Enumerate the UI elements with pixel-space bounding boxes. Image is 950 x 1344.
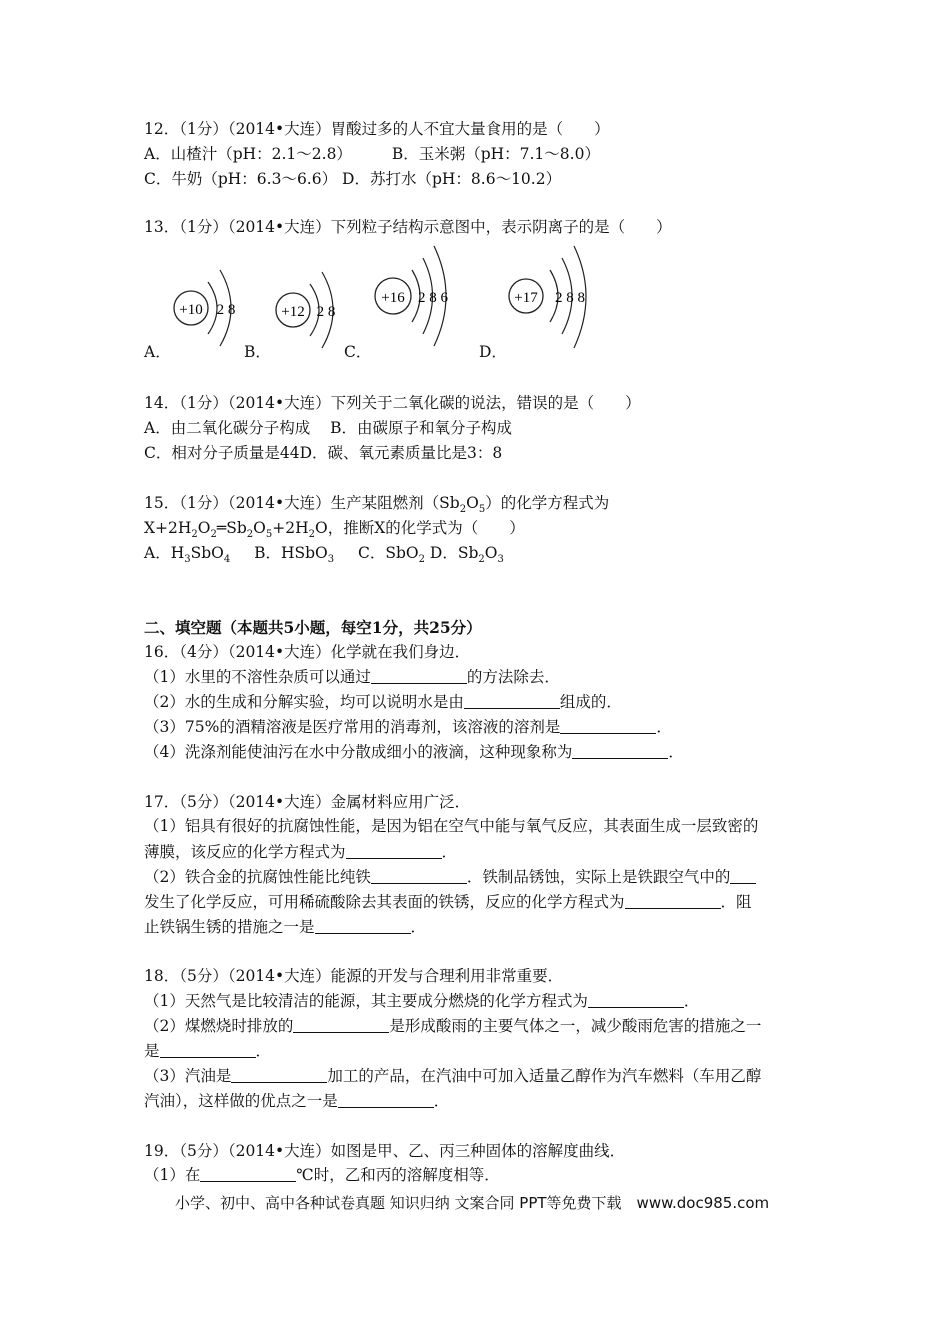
q15-stem-part: O bbox=[466, 494, 479, 512]
q15-option-c: C．SbO$_2$ bbox=[358, 544, 425, 566]
answer-blank[interactable] bbox=[572, 742, 668, 759]
q17-stem: 17．（5分）（2014•大连）金属材料应用广泛． bbox=[144, 793, 471, 811]
q19-stem: 19．（5分）（2014•大连）如图是甲、乙、丙三种固体的溶解度曲线． bbox=[144, 1142, 626, 1160]
q13-option-c-letter: C． bbox=[344, 343, 372, 361]
q15-stem-part: 15．（1分）（2014•大连）生产某阻燃剂（Sb bbox=[144, 494, 460, 512]
q16-line4: （4）洗涤剂能使油污在水中分散成细小的液滴，这种现象称为 ． bbox=[144, 743, 684, 761]
q19-line1: （1）在 ℃时，乙和丙的溶解度相等． bbox=[144, 1166, 500, 1184]
electron-shells-label: 2 8 8 bbox=[555, 290, 585, 306]
answer-blank[interactable] bbox=[730, 867, 756, 884]
q17-line2: 薄膜，该反应的化学方程式为 ． bbox=[144, 843, 458, 861]
electron-shells-label: 2 8 bbox=[316, 304, 336, 320]
q12-option-d: D．苏打水（pH：8.6～10.2） bbox=[342, 170, 562, 188]
q15-option-d: D．$Sb_2O_3$ bbox=[429, 544, 504, 566]
q15-stem-part: ）的化学方程式为 bbox=[485, 494, 610, 512]
q17-line5: 止铁锅生锈的措施之一是 ． bbox=[144, 918, 427, 936]
nucleus-label: +16 bbox=[381, 290, 405, 306]
q17-line3: （2）铁合金的抗腐蚀性能比纯铁 ．铁制品锈蚀，实际上是铁跟空气中的 bbox=[144, 866, 756, 888]
nucleus-label: +17 bbox=[514, 290, 538, 306]
atom-diagram-b bbox=[268, 262, 348, 354]
q12-option-c: C．牛奶（pH：6.3～6.6） bbox=[144, 170, 338, 188]
q15-options bbox=[144, 542, 504, 571]
answer-blank[interactable] bbox=[200, 1165, 296, 1182]
q18-line1: （1）天然气是比较清洁的能源，其主要成分燃烧的化学方程式为 ． bbox=[144, 992, 700, 1010]
q16-stem: 16．（4分）（2014•大连）化学就在我们身边． bbox=[144, 643, 471, 661]
subscript: 2 bbox=[459, 504, 467, 516]
q14-options-row2 bbox=[144, 442, 502, 464]
q13-option-b-letter: B． bbox=[244, 343, 271, 361]
q12-option-b: B．玉米粥（pH：7.1～8.0） bbox=[391, 145, 600, 163]
answer-blank[interactable] bbox=[346, 842, 442, 859]
page-footer: 小学、初中、高中各种试卷真题 知识归纳 文案合同 PPT等免费下载 www.doc985.com bbox=[175, 1194, 770, 1212]
q18-line3: 是 ． bbox=[144, 1042, 272, 1060]
q17-line1: （1）铝具有很好的抗腐蚀性能，是因为铝在空气中能与氧气反应，其表面生成一层致密的 bbox=[144, 817, 759, 835]
answer-blank[interactable] bbox=[588, 991, 684, 1008]
answer-blank[interactable] bbox=[625, 892, 721, 909]
q18-line2: （2）煤燃烧时排放的 是形成酸雨的主要气体之一，减少酸雨危害的措施之一 bbox=[144, 1017, 762, 1035]
nucleus-label: +12 bbox=[281, 304, 305, 320]
q12-option-a: A．山楂汁（pH：2.1～2.8） bbox=[144, 145, 352, 163]
answer-blank[interactable] bbox=[338, 1091, 434, 1108]
answer-blank[interactable] bbox=[231, 1066, 327, 1083]
q12-options-row1 bbox=[144, 143, 600, 165]
section-heading: 二、填空题（本题共5小题，每空1分，共25分） bbox=[144, 618, 482, 637]
atom-diagram-d bbox=[504, 244, 604, 352]
q13-option-a-letter: A． bbox=[144, 343, 171, 361]
q14-stem: 14．（1分）（2014•大连）下列关于二氧化碳的说法，错误的是（ ） bbox=[144, 394, 641, 412]
q16-line1: （1）水里的不溶性杂质可以通过 的方法除去． bbox=[144, 668, 560, 686]
q15-option-b: B．HSbO$_3$ bbox=[254, 544, 335, 566]
q18-line4: （3）汽油是 加工的产品，在汽油中可加入适量乙醇作为汽车燃料（车用乙醇 bbox=[144, 1067, 762, 1085]
subscript: 5 bbox=[478, 504, 486, 516]
q16-line3: （3）75%的酒精溶液是医疗常用的消毒剂，该溶液的溶剂是 ． bbox=[144, 718, 672, 736]
answer-blank[interactable] bbox=[464, 692, 560, 709]
answer-blank[interactable] bbox=[293, 1016, 389, 1033]
q13-option-d-letter: D． bbox=[479, 343, 507, 361]
q15-equation-tail: ，推断X的化学式为（ ） bbox=[327, 519, 525, 537]
answer-blank[interactable] bbox=[160, 1041, 256, 1058]
q15-equation: $X+2H_2O_2═Sb_2O_5+2H_2O$，推断X的化学式为（ ） bbox=[144, 519, 525, 541]
q12-options-row2 bbox=[144, 168, 561, 190]
answer-blank[interactable] bbox=[560, 717, 656, 734]
q18-stem: 18．（5分）（2014•大连）能源的开发与合理利用非常重要． bbox=[144, 967, 564, 985]
q14-option-d: D．碳、氧元素质量比是3：8 bbox=[299, 444, 503, 462]
electron-shells-label: 2 8 6 bbox=[418, 290, 448, 306]
nucleus-label: +10 bbox=[179, 302, 203, 318]
answer-blank[interactable] bbox=[371, 667, 467, 684]
q13-stem: 13．（1分）（2014•大连）下列粒子结构示意图中，表示阴离子的是（ ） bbox=[144, 218, 672, 236]
atom-diagram-c bbox=[368, 244, 468, 348]
q14-options-row1 bbox=[144, 417, 512, 439]
answer-blank[interactable] bbox=[371, 867, 467, 884]
q14-option-b: B．由碳原子和氧分子构成 bbox=[330, 419, 512, 437]
q12-stem: 12．（1分）（2014•大连）胃酸过多的人不宜大量食用的是（ ） bbox=[144, 120, 610, 138]
q15-option-a: A．$H_3SbO_4$ bbox=[144, 544, 231, 566]
atom-diagram-a bbox=[168, 262, 248, 354]
q18-line5: 汽油），这样做的优点之一是 ． bbox=[144, 1092, 450, 1110]
q16-line2: （2）水的生成和分解实验，均可以说明水是由 组成的． bbox=[144, 693, 622, 711]
electron-shells-label: 2 8 bbox=[216, 302, 236, 318]
q14-option-c: C．相对分子质量是44 bbox=[144, 444, 300, 462]
q17-line4: 发生了化学反应，可用稀硫酸除去其表面的铁锈，反应的化学方程式为 ．阻 bbox=[144, 893, 752, 911]
answer-blank[interactable] bbox=[315, 917, 411, 934]
q14-option-a: A．由二氧化碳分子构成 bbox=[144, 419, 311, 437]
